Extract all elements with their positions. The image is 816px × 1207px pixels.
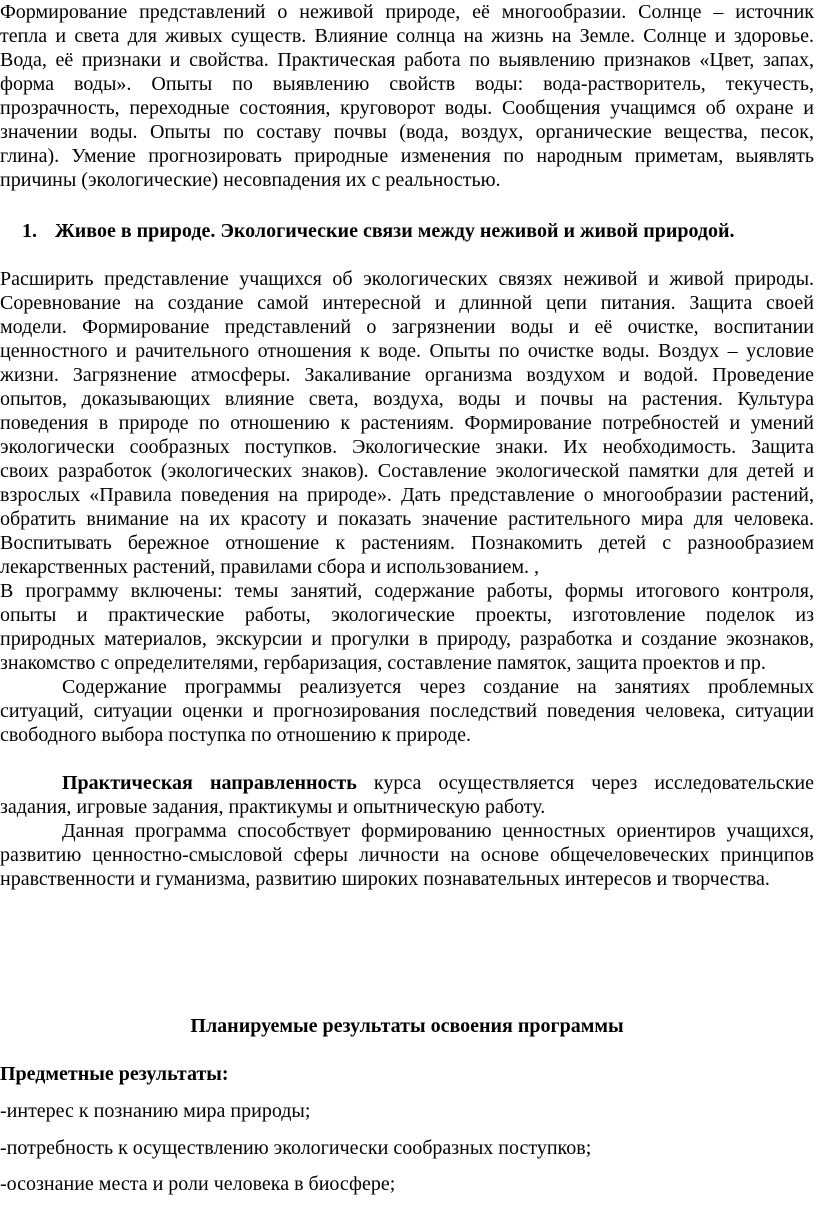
values-line: нравственности и гуманизма, развитию широких познавательных интересов и творчества. <box>0 868 770 890</box>
program-line: знакомство с определителями, гербаризация, составление памяток, защита проектов и пр. <box>0 652 766 674</box>
content-line: Содержание программы реализуется через создание на занятиях проблемных <box>62 676 814 698</box>
program-line: опыты и практические работы, экологические проекты, изготовление поделок из <box>0 604 814 626</box>
intro-line: форма воды». Опыты по выявлению свойств воды: вода-растворитель, текучесть, <box>0 73 814 95</box>
section-line: Расширить представление учащихся об экологических связях неживой и живой природы. <box>0 268 814 290</box>
intro-line: причины (экологические) несовпадения их с реальностью. <box>0 169 501 191</box>
section-line: лекарственных растений, правилами сбора и использованием. , <box>0 556 540 578</box>
results-item: -интерес к познанию мира природы; <box>0 1100 311 1122</box>
intro-line: прозрачность, переходные состояния, круговорот воды. Сообщения учащимся об охране и <box>0 97 814 119</box>
intro-line: Вода, её признаки и свойства. Практическая работа по выявлению признаков «Цвет, запах, <box>0 49 814 71</box>
section-line: экологически сообразных поступков. Экологические знаки. Их необходимость. Защита <box>0 436 814 458</box>
section-line: обратить внимание на их красоту и показать значение растительного мира для человека. <box>0 508 814 530</box>
practical-line <box>62 771 814 795</box>
section-heading <box>22 219 814 243</box>
results-item: -осознание места и роли человека в биосфере; <box>0 1173 396 1195</box>
practical-rest: курса осуществляется через исследовательские <box>356 772 814 794</box>
practical-line: задания, игровые задания, практикумы и опытническую работу. <box>0 796 546 818</box>
section-line: ценностного и рачительного отношения к воде. Опыты по очистке воды. Воздух – условие <box>0 340 814 362</box>
intro-line: значении воды. Опыты по составу почвы (вода, воздух, органические вещества, песок, <box>0 121 814 143</box>
content-line: ситуаций, ситуации оценки и прогнозирования последствий поведения человека, ситуации <box>0 700 814 722</box>
section-line: поведения в природе по отношению к растениям. Формирование потребностей и умений <box>0 412 814 434</box>
intro-line: тепла и света для живых существ. Влияние солнца на жизнь на Земле. Солнце и здоровье. <box>0 25 814 47</box>
practical-bold: Практическая направленность <box>62 772 357 794</box>
section-line: своих разработок (экологических знаков). Составление экологической памятки для детей и <box>0 460 814 482</box>
section-line: модели. Формирование представлений о загрязнении воды и её очистке, воспитании <box>0 316 814 338</box>
program-line: природных материалов, экскурсии и прогулки в природу, разработка и создание экознаков, <box>0 628 814 650</box>
section-line: взрослых «Правила поведения на природе». Дать представление о многообразии растений, <box>0 484 814 506</box>
section-line: Воспитывать бережное отношение к растениям. Познакомить детей с разнообразием <box>0 532 814 554</box>
program-line: В программу включены: темы занятий, содержание работы, формы итогового контроля, <box>0 580 814 602</box>
results-title: Планируемые результаты освоения программы <box>190 1015 624 1037</box>
section-title: Живое в природе. Экологические связи между неживой и живой природой. <box>55 220 735 242</box>
results-subtitle: Предметные результаты: <box>0 1063 229 1085</box>
intro-line: Формирование представлений о неживой природе, её многообразии. Солнце – источник <box>0 1 814 23</box>
section-line: Соревнование на создание самой интересной и длинной цепи питания. Защита своей <box>0 292 814 314</box>
section-line: жизни. Загрязнение атмосферы. Закаливание организма воздухом и водой. Проведение <box>0 364 814 386</box>
content-line: свободного выбора поступка по отношению к природе. <box>0 724 471 746</box>
section-line: опытов, доказывающих влияние света, воздуха, воды и почвы на растения. Культура <box>0 388 814 410</box>
intro-line: глина). Умение прогнозировать природные изменения по народным приметам, выявлять <box>0 145 814 167</box>
results-item: -потребность к осуществлению экологически сообразных поступков; <box>0 1137 592 1159</box>
section-number: 1. <box>22 220 37 242</box>
values-line: Данная программа способствует формированию ценностных ориентиров учащихся, <box>62 820 814 842</box>
values-line: развитию ценностно-смысловой сферы личности на основе общечеловеческих принципов <box>0 844 814 866</box>
